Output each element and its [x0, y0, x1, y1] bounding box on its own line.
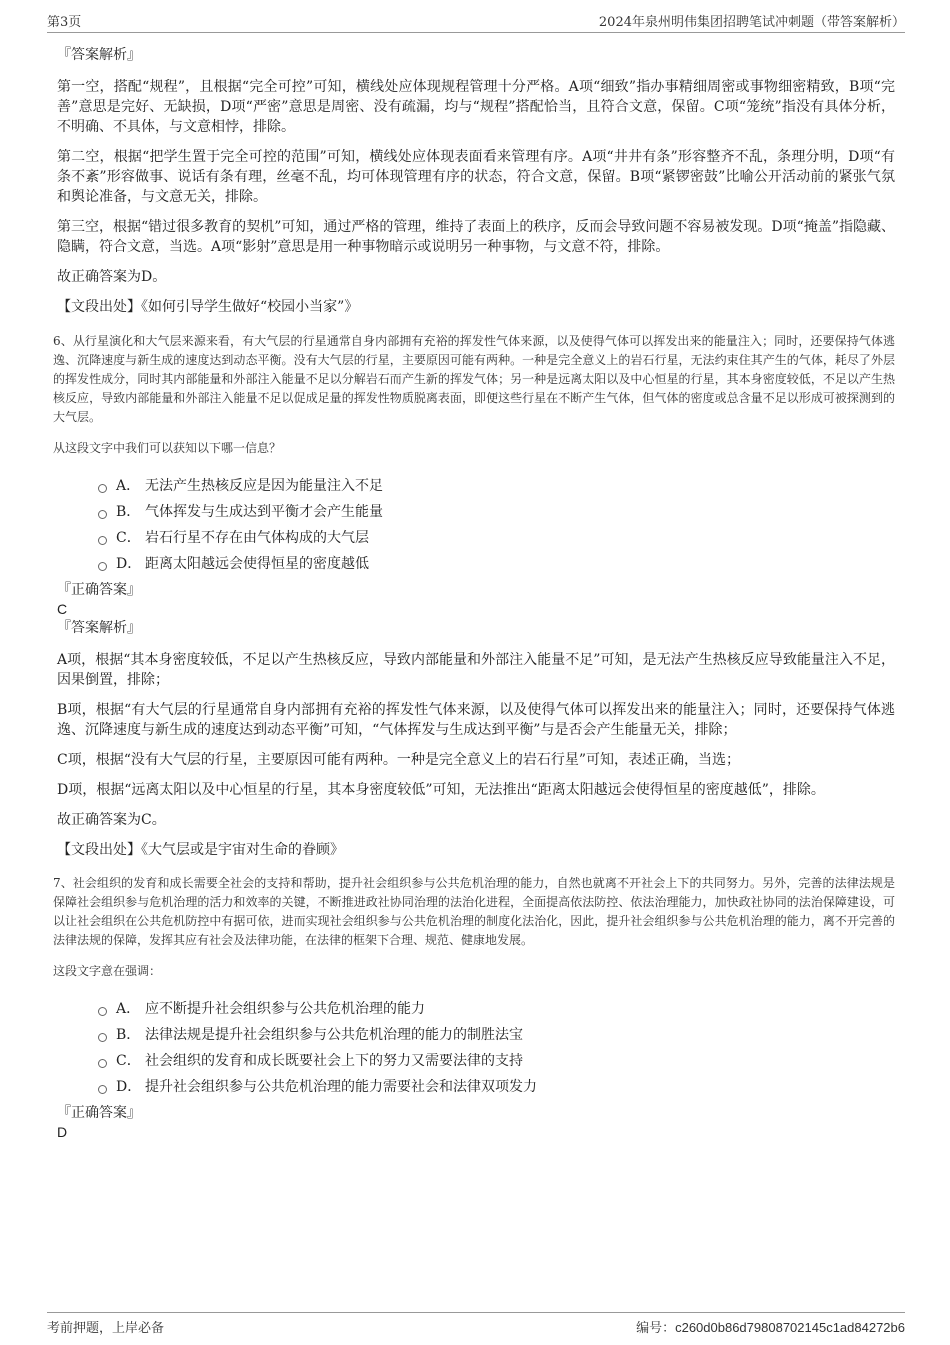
source-title: 《大气层或是宇宙对生命的眷顾》: [141, 842, 344, 858]
analysis-paragraph: A项，根据“其本身密度较低，不足以产生热核反应，导致内部能量和外部注入能量不足”可知，是无法产生热核反应导致能量注入不足，因果倒置，排除；: [57, 652, 895, 688]
question-6-options: [57, 472, 895, 576]
radio-icon[interactable]: [98, 1007, 107, 1016]
serial-label: 编号：: [636, 1321, 676, 1336]
radio-icon[interactable]: [98, 562, 107, 571]
source-title: 《如何引导学生做好“校园小当家”》: [141, 299, 359, 315]
option-b[interactable]: B． 气体挥发与生成达到平衡才会产生能量: [98, 498, 895, 524]
option-d[interactable]: D． 距离太阳越远会使得恒星的密度越低: [98, 550, 895, 576]
question-7-prompt: 这段文字意在强调：: [53, 964, 162, 978]
question-7-text: 7、社会组织的发育和成长需要全社会的支持和帮助，提升社会组织参与公共危机治理的能力，自然也就离不开社会上下的共同努力。另外，完善的法律法规是保障社会组织参与危机治理的活力和效率的关键，不断推进政社协同治理的法治化进程，全面提高依法防控、依法治理能力，加快政社协同的法治保障建设，可以让社会组织在公共危机防控中有据可依，进而实现社会组织参与公共危机治理的制度化法治化，因此，提升社会组织参与公共危机治理的能力，离不开完善的法律法规的保障，发挥其应有社会及法律功能，在法律的框架下合理、规范、健康地发展。: [53, 876, 895, 947]
page-number: 第3页: [47, 15, 82, 30]
analysis-heading: 『答案解析』: [57, 620, 141, 636]
page-header: [47, 8, 905, 33]
document-title: 2024年泉州明伟集团招聘笔试冲刺题（带答案解析）: [598, 15, 905, 30]
correct-answer-value: D: [57, 1124, 68, 1140]
radio-icon[interactable]: [98, 1033, 107, 1042]
option-d[interactable]: D． 提升社会组织参与公共危机治理的能力需要社会和法律双项发力: [98, 1073, 895, 1099]
analysis-conclusion: 故正确答案为C。: [57, 812, 166, 828]
analysis-heading: 『答案解析』: [57, 47, 141, 63]
page-content: [53, 45, 895, 1141]
radio-icon[interactable]: [98, 1059, 107, 1068]
radio-icon[interactable]: [98, 1085, 107, 1094]
option-c[interactable]: C． 社会组织的发育和成长既要社会上下的努力又需要法律的支持: [98, 1047, 895, 1073]
source-citation: [57, 297, 895, 317]
radio-icon[interactable]: [98, 510, 107, 519]
correct-answer-heading: 『正确答案』: [57, 582, 141, 598]
source-label: 【文段出处】: [57, 842, 141, 858]
radio-icon[interactable]: [98, 484, 107, 493]
analysis-paragraph: B项，根据“有大气层的行星通常自身内部拥有充裕的挥发性气体来源，以及使得气体可以挥发出来的能量注入；同时，还要保持气体逃逸、沉降速度与新生成的速度达到动态平衡”可知，“气体挥发与生成达到平衡”与是否会产生能量无关，排除；: [57, 702, 895, 738]
source-label: 【文段出处】: [57, 299, 141, 315]
question-7-options: [57, 995, 895, 1099]
serial-number: c260d0b86d79808702145c1ad84272b6: [675, 1320, 905, 1335]
radio-icon[interactable]: [98, 536, 107, 545]
footer-serial: [636, 1317, 905, 1336]
option-b[interactable]: B． 法律法规是提升社会组织参与公共危机治理的能力的制胜法宝: [98, 1021, 895, 1047]
analysis-paragraph: 第二空，根据“把学生置于完全可控的范围”可知，横线处应体现表面看来管理有序。A项“井井有条”形容整齐不乱，条理分明，D项“有条不紊”形容做事、说话有条有理，丝毫不乱，均可体现管理有序的状态，符合文意，保留。B项“紧锣密鼓”比喻公开活动前的紧张气氛和舆论准备，与文意无关，排除。: [57, 149, 895, 205]
analysis-paragraph: D项，根据“远离太阳以及中心恒星的行星，其本身密度较低”可知，无法推出“距离太阳越远会使得恒星的密度越低”，排除。: [57, 782, 825, 798]
analysis-conclusion: 故正确答案为D。: [57, 269, 167, 285]
question-6-text: 6、从行星演化和大气层来源来看，有大气层的行星通常自身内部拥有充裕的挥发性气体来源，以及使得气体可以挥发出来的能量注入；同时，还要保持气体逃逸、沉降速度与新生成的速度达到动态平衡。没有大气层的行星，主要原因可能有两种。一种是完全意义上的岩石行星，无法约束住其产生的气体，耗尽了外层的挥发性成分，同时其内部能量和外部注入能量不足以分解岩石而产生新的挥发气体；另一种是远离太阳以及中心恒星的行星，其本身密度较低，不足以产生热核反应，导致内部能量和外部注入能量不足以促成足量的挥发性物质脱离表面，即便这些行星在不断产生气体，但气体的密度或总含量不足以形成可被探测到的大气层。: [53, 334, 895, 424]
question-6-prompt: 从这段文字中我们可以获知以下哪一信息？: [53, 441, 282, 455]
analysis-paragraph: C项，根据“没有大气层的行星，主要原因可能有两种。一种是完全意义上的岩石行星”可知，表述正确，当选；: [57, 752, 741, 768]
correct-answer-value: C: [57, 601, 68, 617]
analysis-paragraph: 第三空，根据“错过很多教育的契机”可知，通过严格的管理，维持了表面上的秩序，反而会导致问题不容易被发现。D项“掩盖”指隐藏、隐瞒，符合文意，当选。A项“影射”意思是用一种事物暗示或说明另一种事物，与文意不符，排除。: [57, 219, 895, 255]
analysis-paragraph: 第一空，搭配“规程”，且根据“完全可控”可知，横线处应体现规程管理十分严格。A项“细致”指办事精细周密或事物细密精致，B项“完善”意思是完好、无缺损，D项“严密”意思是周密、没有疏漏，均与“规程”搭配恰当，且符合文意，保留。C项“笼统”指没有具体分析，不明确、不具体，与文意相悖，排除。: [57, 79, 895, 135]
page-footer: [47, 1312, 905, 1339]
source-citation: [57, 840, 895, 860]
option-a[interactable]: A． 无法产生热核反应是因为能量注入不足: [98, 472, 895, 498]
correct-answer-heading: 『正确答案』: [57, 1105, 141, 1121]
option-c[interactable]: C． 岩石行星不存在由气体构成的大气层: [98, 524, 895, 550]
option-a[interactable]: A． 应不断提升社会组织参与公共危机治理的能力: [98, 995, 895, 1021]
footer-slogan: 考前押题，上岸必备: [47, 1321, 165, 1336]
